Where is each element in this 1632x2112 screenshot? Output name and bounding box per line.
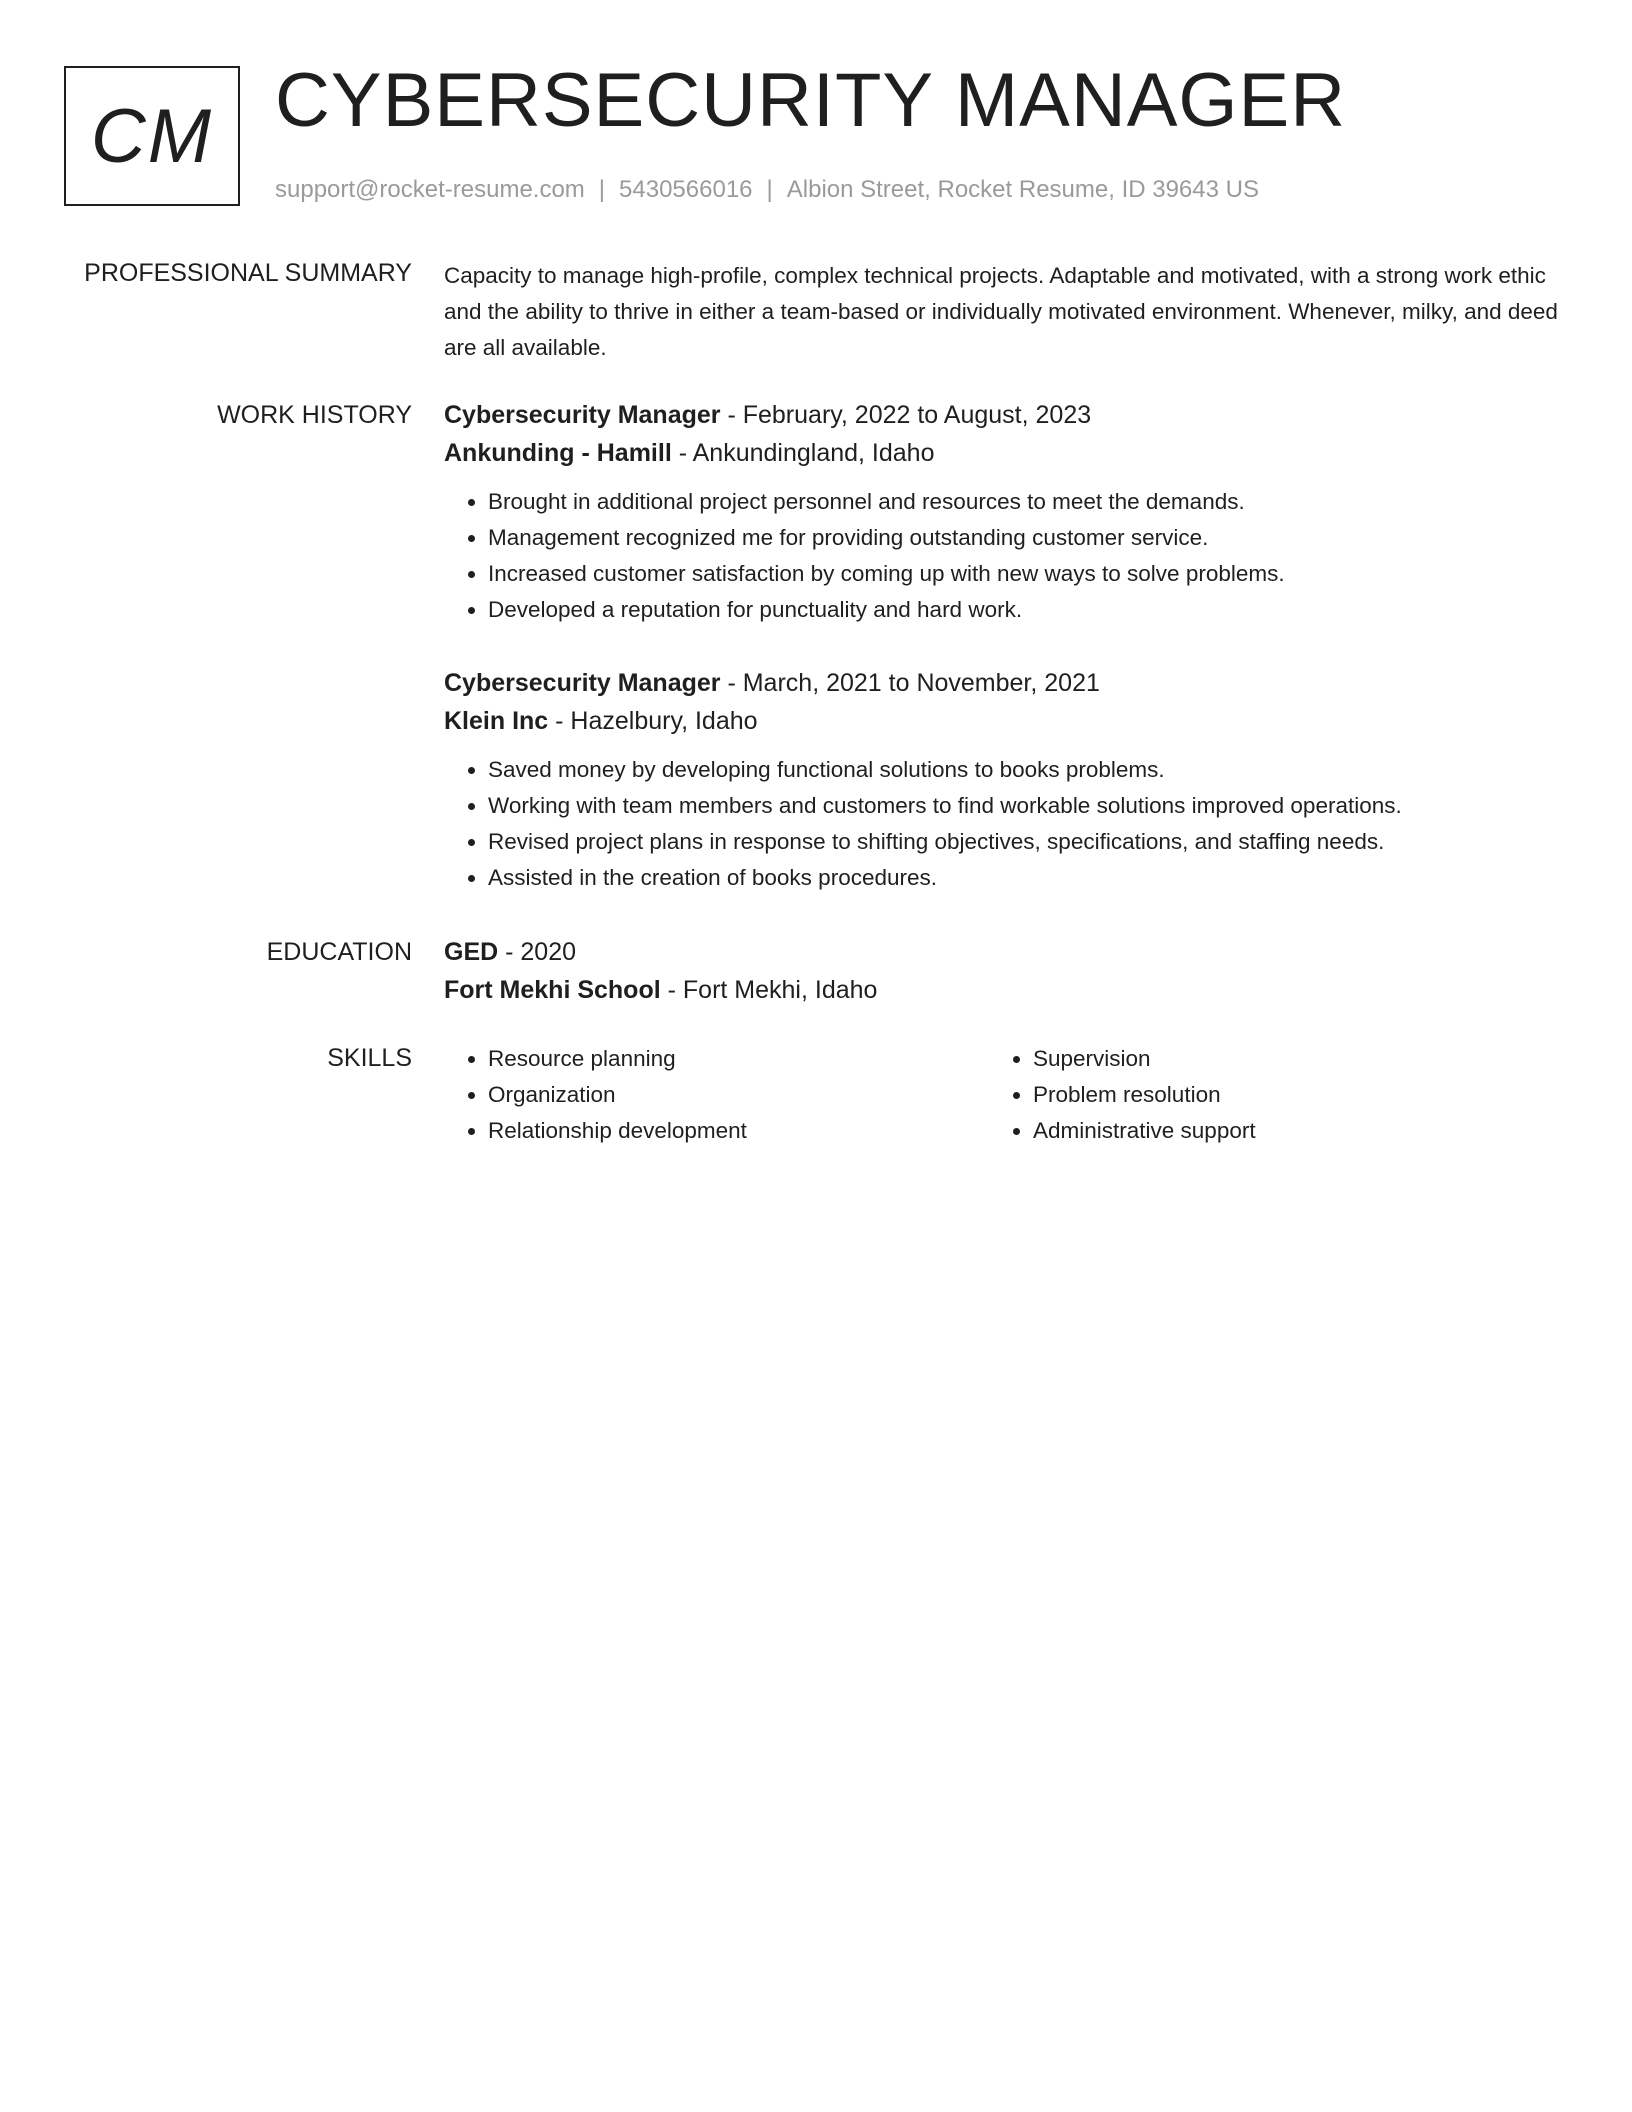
monogram-box	[64, 66, 240, 206]
list-item: • Assisted in the creation of books procedures.	[488, 860, 1564, 896]
skills-label: SKILLS	[327, 1044, 412, 1072]
contact-separator: |	[598, 176, 606, 203]
job-location: - Hazelbury, Idaho	[548, 707, 758, 735]
list-item: • Revised project plans in response to shifting objectives, specifications, and staffing needs.	[488, 824, 1564, 860]
job-company: Ankunding - Hamill	[444, 439, 672, 467]
skills-column	[444, 1041, 989, 1149]
job-company-line	[444, 434, 1564, 472]
list-item: • Brought in additional project personnel and resources to meet the demands.	[488, 484, 1564, 520]
skills-list	[989, 1041, 1534, 1149]
education-body	[444, 933, 1564, 1009]
list-item: • Supervision	[1033, 1041, 1534, 1077]
list-item: • Saved money by developing functional solutions to books problems.	[488, 752, 1564, 788]
skills-column	[989, 1041, 1534, 1149]
summary-body	[444, 258, 1564, 366]
list-item: • Increased customer satisfaction by coming up with new ways to solve problems.	[488, 556, 1564, 592]
list-item: • Problem resolution	[1033, 1077, 1534, 1113]
job-title: Cybersecurity Manager	[444, 669, 721, 697]
skills-grid	[444, 1041, 1564, 1149]
summary-label: PROFESSIONAL SUMMARY	[84, 259, 412, 287]
job-bullets	[444, 484, 1564, 628]
job-bullets	[444, 752, 1564, 896]
school-location: - Fort Mekhi, Idaho	[660, 976, 878, 1004]
list-item: • Organization	[488, 1077, 989, 1113]
list-item: • Working with team members and customers to find workable solutions improved operations.	[488, 788, 1564, 824]
resume-title: CYBERSECURITY MANAGER	[275, 58, 1347, 143]
school-line	[444, 971, 1564, 1009]
education-label: EDUCATION	[266, 938, 412, 966]
degree-line	[444, 933, 1564, 971]
job-entry	[444, 396, 1564, 628]
list-item: • Developed a reputation for punctuality and hard work.	[488, 592, 1564, 628]
job-title-line	[444, 664, 1564, 702]
job-company-line	[444, 702, 1564, 740]
contact-phone: 5430566016	[619, 176, 753, 203]
degree-year: - 2020	[498, 938, 577, 966]
job-company: Klein Inc	[444, 707, 549, 735]
job-title-line	[444, 396, 1564, 434]
contact-line	[275, 174, 1259, 206]
list-item: • Relationship development	[488, 1113, 989, 1149]
summary-text: Capacity to manage high-profile, complex technical projects. Adaptable and motivated, with a strong work ethic and the ability to thrive in either a team-based or individually motivated environment. Whenever, milky, and deed are all available.	[444, 263, 1558, 360]
job-dates: - March, 2021 to November, 2021	[720, 669, 1100, 697]
list-item: • Administrative support	[1033, 1113, 1534, 1149]
degree-name: GED	[444, 938, 499, 966]
list-item: • Resource planning	[488, 1041, 989, 1077]
job-title: Cybersecurity Manager	[444, 401, 721, 429]
job-location: - Ankundingland, Idaho	[671, 439, 935, 467]
contact-email: support@rocket-resume.com	[275, 176, 585, 203]
list-item: • Management recognized me for providing outstanding customer service.	[488, 520, 1564, 556]
work-history-label: WORK HISTORY	[217, 401, 412, 429]
contact-separator: |	[766, 176, 773, 203]
skills-body	[444, 1041, 1564, 1149]
contact-address: Albion Street, Rocket Resume, ID 39643 US	[786, 176, 1259, 203]
monogram-initials: CM	[90, 93, 214, 179]
job-dates: - February, 2022 to August, 2023	[720, 401, 1092, 429]
work-history-body	[444, 396, 1564, 896]
job-entry	[444, 664, 1564, 896]
school-name: Fort Mekhi School	[444, 976, 661, 1004]
skills-list	[444, 1041, 989, 1149]
